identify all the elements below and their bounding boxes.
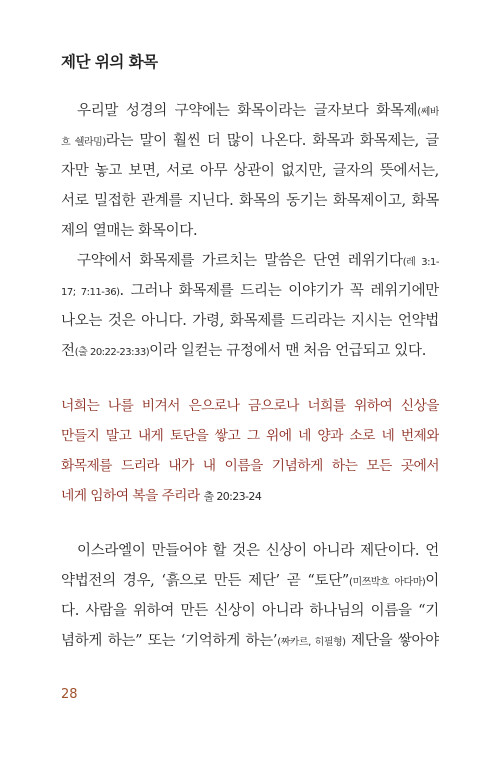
para2-line3: 나오는 것은 아니다. 가령, 화목제를 드리라는 지시는 언약법	[61, 313, 439, 329]
scripture-ref: (출 20:22-23:33)	[74, 347, 150, 358]
text-span: . 그러나 화목제를 드리는 이야기가 꼭 레위기에만	[119, 283, 439, 299]
quote-line4	[61, 486, 439, 507]
page-number: 28	[61, 687, 78, 702]
text-span: 념하게 하는” 또는 ‘기억하게 하는’	[61, 633, 278, 649]
para1-line1	[61, 101, 439, 123]
quote-line2: 만들지 말고 내게 토단을 쌓고 그 위에 네 양과 소로 네 번제와	[61, 428, 439, 444]
text-span: 전	[61, 343, 75, 359]
para3-line3: 다. 사람을 위하여 만든 신상이 아니라 하나님의 이름을 “기	[61, 603, 439, 619]
para1-line4: 서로 밀접한 관계를 지닌다. 화목의 동기는 화목제이고, 화목	[61, 193, 439, 209]
transliteration: (미쯔박흐 아다마)	[349, 577, 426, 588]
para2-line1	[61, 251, 439, 273]
quote-reference: 출 20:23-24	[203, 490, 262, 503]
scripture-ref: 17; 7:11-36)	[61, 287, 120, 298]
text-span: 이라 일컫는 규정에서 맨 처음 언급되고 있다.	[149, 343, 426, 359]
text-span: 네게 임하여 복을 주리라	[61, 488, 200, 504]
scripture-ref: (레 3:1-	[402, 257, 439, 268]
text-span: 약법전의 경우, ‘흙으로 만든 제단’ 곧 “토단”	[61, 573, 350, 589]
section-heading: 제단 위의 화목	[61, 53, 158, 71]
text-span: 제단을 쌓아야	[345, 633, 439, 649]
text-span: 라는 말이 훨씬 더 많이 나온다. 화목과 화목제는, 글	[105, 133, 439, 149]
para2-line2	[61, 281, 439, 303]
quote-line1: 너희는 나를 비겨서 은으로나 금으로나 너희를 위하여 신상을	[61, 398, 439, 414]
transliteration: (짜카르, 히필형)	[277, 637, 346, 648]
text-span: 우리말 성경의 구약에는 화목이라는 글자보다 화목제	[77, 103, 418, 119]
para3-line2	[61, 571, 439, 593]
para3-line4	[61, 631, 439, 653]
para1-line2	[61, 131, 439, 153]
text-span: 구약에서 화목제를 가르치는 말씀은 단연 레위기다	[77, 253, 403, 269]
para1-line5: 제의 열매는 화목이다.	[61, 223, 198, 239]
para1-line3: 자만 놓고 보면, 서로 아무 상관이 없지만, 글자의 뜻에서는,	[61, 163, 439, 179]
transliteration: (쎄바	[417, 107, 439, 118]
text-span: 이	[425, 573, 439, 589]
quote-line3: 화목제를 드리라 내가 내 이름을 기념하게 하는 모든 곳에서	[61, 458, 439, 474]
para3-line1: 이스라엘이 만들어야 할 것은 신상이 아니라 제단이다. 언	[77, 543, 439, 559]
para2-line4	[61, 341, 439, 363]
transliteration: 흐 쉘라밈)	[61, 137, 106, 148]
